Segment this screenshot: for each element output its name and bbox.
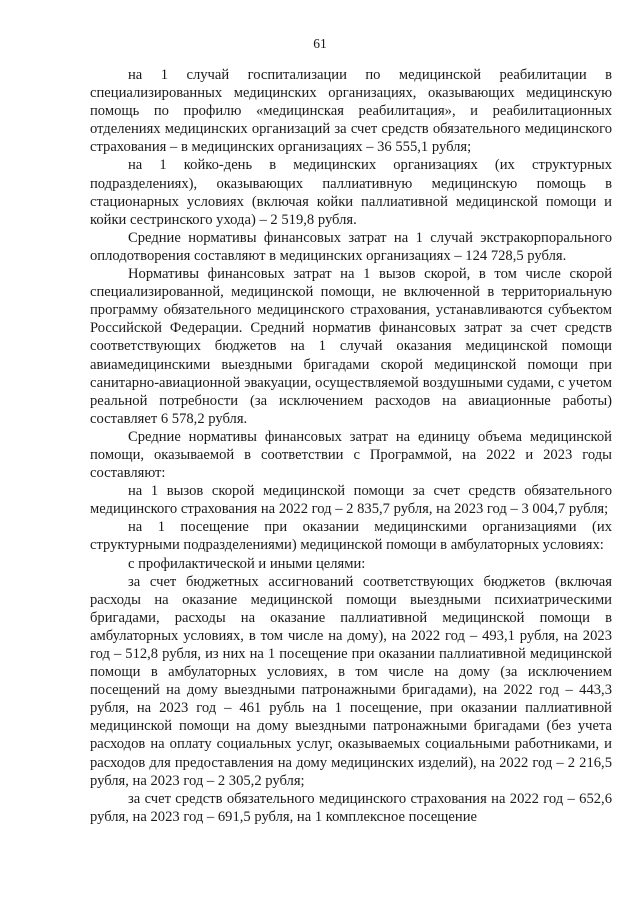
paragraph: Нормативы финансовых затрат на 1 вызов скорой, в том числе скорой специализированной, медицинской помощи, не включенной в территориальную программу обязательного медицинского страхования, устанавливаются субъектом Российской Федерации. Средний норматив финансовых затрат за счет средств соответствующих бюджетов на 1 случай оказания медицинской помощи авиамедицинскими выездными бригадами скорой медицинской помощи при санитарно-авиационной эвакуации, осуществляемой воздушными судами, с учетом реальной потребности (за исключением расходов на авиационные работы) составляет 6 578,2 рубля.	[90, 266, 612, 427]
paragraph: за счет средств обязательного медицинского страхования на 2022 год – 652,6 рубля, на 2023 год – 691,5 рубля, на 1 комплексное посещение	[90, 790, 612, 825]
paragraph: с профилактической и иными целями:	[128, 555, 366, 572]
paragraph: на 1 вызов скорой медицинской помощи за счет средств обязательного медицинского страхования на 2022 год – 2 835,7 рубля, на 2023 год – 3 004,7 рубля;	[90, 483, 612, 518]
paragraph: на 1 случай госпитализации по медицинской реабилитации в специализированных медицинских организациях, оказывающих медицинскую помощь по профилю «медицинская реабилитация», и реабилитационных отделениях медицинских организаций за счет средств обязательного медицинского страхования – в медицинских организациях – 36 555,1 рубля;	[90, 67, 612, 156]
paragraph: Средние нормативы финансовых затрат на 1 случай экстракорпорального оплодотворения составляют в медицинских организациях – 124 728,5 рубля.	[90, 229, 612, 264]
document-body	[90, 66, 612, 826]
page-number: 61	[313, 36, 327, 51]
paragraph: Средние нормативы финансовых затрат на единицу объема медицинской помощи, оказываемой в соответствии с Программой, на 2022 и 2023 годы составляют:	[90, 428, 612, 482]
paragraph: на 1 койко-день в медицинских организациях (их структурных подразделениях), оказывающих паллиативную медицинскую помощь в стационарных условиях (включая койки паллиативной медицинской помощи и койки сестринского ухода) – 2 519,8 рубля.	[90, 157, 612, 228]
paragraph: на 1 посещение при оказании медицинскими организациями (их структурными подразделениями) медицинской помощи в амбулаторных условиях:	[90, 519, 612, 554]
paragraph: за счет бюджетных ассигнований соответствующих бюджетов (включая расходы на оказание медицинской помощи выездными психиатрическими бригадами, расходы на оказание паллиативной медицинской помощи в амбулаторных условиях, в том числе на дому), на 2022 год – 493,1 рубля, на 2023 год – 512,8 рубля, из них на 1 посещение при оказании паллиативной медицинской помощи в амбулаторных условиях, в том числе на дому (за исключением посещений на дому выездными патронажными бригадами), на 2022 год – 443,3 рубля, на 2023 год – 461 рубль на 1 посещение, при оказании паллиативной медицинской помощи на дому выездными патронажными бригадами (без учета расходов на оплату социальных услуг, оказываемых социальными работниками, и расходов для предоставления на дому медицинских изделий), на 2022 год – 2 216,5 рубля, на 2023 год – 2 305,2 рубля;	[90, 573, 612, 789]
